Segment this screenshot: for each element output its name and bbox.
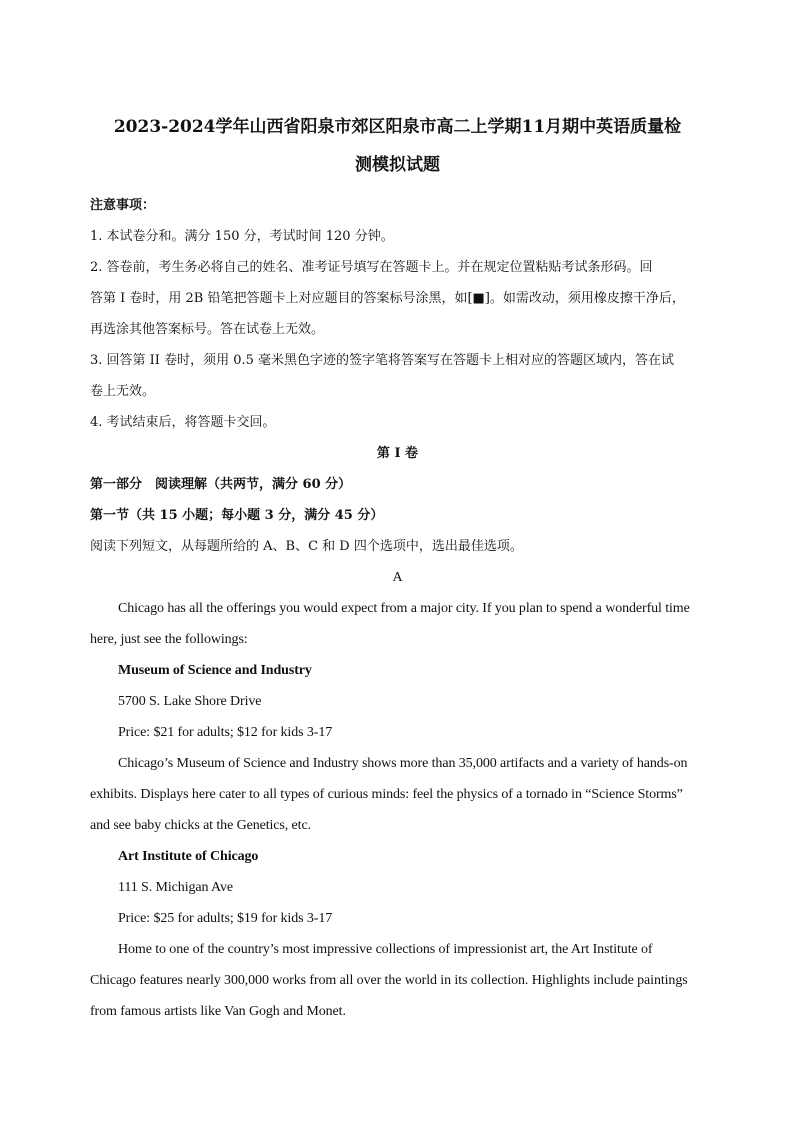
notes-item-2-line-3: 再选涂其他答案标号。答在试卷上无效。 [90, 322, 325, 337]
place-2-name: Art Institute of Chicago [118, 849, 259, 864]
place-2-desc-line-1: Home to one of the country’s most impressive collections of impressionist art, the Art Institute of [118, 942, 653, 957]
notes-item-4: 4. 考试结束后，将答题卡交回。 [90, 415, 276, 430]
place-2-address: 111 S. Michigan Ave [118, 880, 234, 895]
notes-item-3-line-1: 3. 回答第 II 卷时，须用 0.5 毫米黑色字迹的签字笔将答案写在答题卡上相对应的答题区域内，答在试 [90, 353, 675, 368]
passage-intro-line-2: here, just see the followings: [90, 632, 248, 647]
notes-item-3-line-2: 卷上无效。 [90, 384, 156, 399]
place-1-desc-line-1: Chicago’s Museum of Science and Industry shows more than 35,000 artifacts and a variety of hands-on [118, 756, 688, 771]
place-1-name: Museum of Science and Industry [118, 663, 312, 678]
section-one-heading: 第一节（共 15 小题；每小题 3 分，满分 45 分） [90, 508, 384, 523]
place-2-desc-line-2: Chicago features nearly 300,000 works from all over the world in its collection. Highlights include paintings [90, 973, 688, 988]
exam-page [90, 108, 705, 1027]
passage-letter: A [392, 570, 403, 585]
place-2-price: Price: $25 for adults; $19 for kids 3-17 [118, 911, 333, 926]
notes-heading: 注意事项： [90, 198, 156, 213]
exam-title-line-2: 测模拟试题 [355, 155, 440, 175]
place-2-desc-line-3: from famous artists like Van Gogh and Monet. [90, 1004, 346, 1019]
notes-item-2-line-2: 答第 I 卷时，用 2B 铅笔把答题卡上对应题目的答案标号涂黑，如[■]。如需改动，须用橡皮擦干净后， [90, 291, 685, 306]
place-1-desc-line-2: exhibits. Displays here cater to all types of curious minds: feel the physics of a tornado in “Science Storms” [90, 787, 683, 802]
volume-heading: 第 I 卷 [376, 446, 419, 461]
notes-item-2-line-1: 2. 答卷前，考生务必将自己的姓名、准考证号填写在答题卡上。并在规定位置粘贴考试条形码。回 [90, 260, 653, 275]
section-instruction: 阅读下列短文，从每题所给的 A、B、C 和 D 四个选项中，选出最佳选项。 [90, 539, 523, 554]
part-one-heading: 第一部分 阅读理解（共两节，满分 60 分） [90, 477, 352, 492]
place-1-address: 5700 S. Lake Shore Drive [118, 694, 262, 709]
exam-title-line-1: 2023-2024学年山西省阳泉市郊区阳泉市高二上学期11月期中英语质量检 [113, 117, 682, 137]
notes-item-1: 1. 本试卷分和。满分 150 分，考试时间 120 分钟。 [90, 229, 394, 244]
passage-intro-line-1: Chicago has all the offerings you would expect from a major city. If you plan to spend a wonderful time [118, 601, 690, 616]
place-1-price: Price: $21 for adults; $12 for kids 3-17 [118, 725, 333, 740]
place-1-desc-line-3: and see baby chicks at the Genetics, etc. [90, 818, 311, 833]
